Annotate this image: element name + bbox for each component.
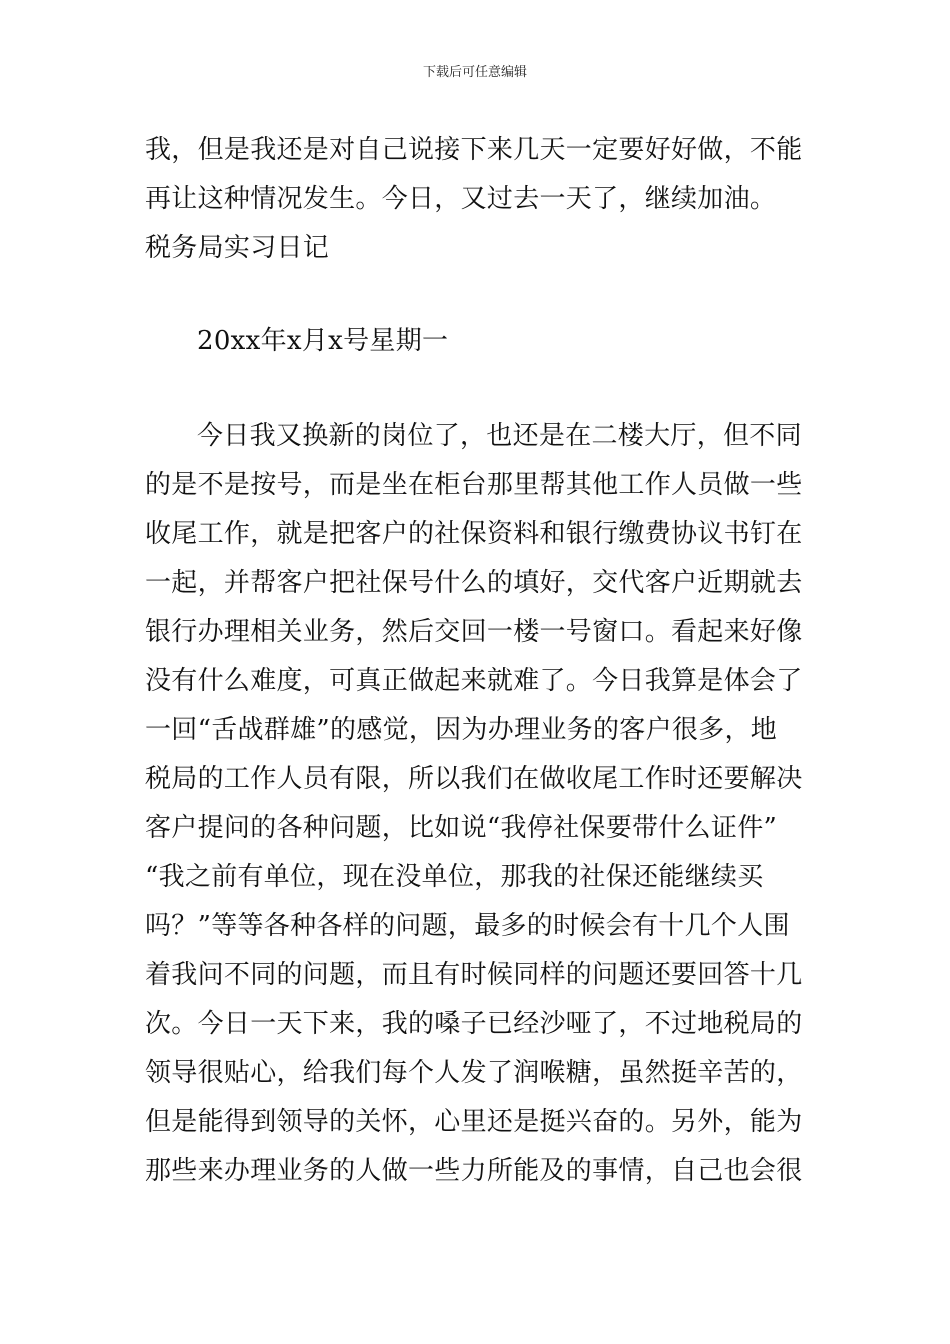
paragraph-line: “我之前有单位，现在没单位，那我的社保还能继续买 [145, 862, 764, 892]
continuation-line: 再让这种情况发生。今日，又过去一天了，继续加油。 [145, 184, 777, 214]
paragraph-line: 的是不是按号，而是坐在柜台那里帮其他工作人员做一些 [145, 470, 803, 500]
spacer [145, 366, 815, 412]
paragraph-line: 吗？”等等各种各样的问题，最多的时候会有十几个人围 [145, 911, 790, 941]
paragraph-line: 一起，并帮客户把社保号什么的填好，交代客户近期就去 [145, 568, 803, 598]
paragraph-line: 今日我又换新的岗位了，也还是在二楼大厅，但不同 [197, 421, 802, 451]
paragraph-line: 但是能得到领导的关怀，心里还是挺兴奋的。另外，能为 [145, 1107, 803, 1137]
paragraph-line: 税局的工作人员有限，所以我们在做收尾工作时还要解决 [145, 764, 803, 794]
document-body [145, 126, 815, 1196]
paragraph-line: 那些来办理业务的人做一些力所能及的事情，自己也会很 [145, 1156, 803, 1186]
paragraph-line: 客户提问的各种问题，比如说“我停社保要带什么证件” [145, 813, 778, 843]
paragraph-line: 领导很贴心，给我们每个人发了润喉糖，虽然挺辛苦的， [145, 1058, 803, 1088]
section-title: 税务局实习日记 [145, 233, 330, 263]
paragraph-line: 银行办理相关业务，然后交回一楼一号窗口。看起来好像 [145, 617, 803, 647]
continuation-line: 我，但是我还是对自己说接下来几天一定要好好做，不能 [145, 135, 803, 165]
paragraph-line: 没有什么难度，可真正做起来就难了。今日我算是体会了 [145, 666, 803, 696]
page-header-note: 下载后可任意编辑 [422, 65, 527, 80]
paragraph-line: 着我问不同的问题，而且有时候同样的问题还要回答十几 [145, 960, 803, 990]
date-line: 20xx年x月x号星期一 [197, 326, 449, 356]
paragraph-line: 收尾工作，就是把客户的社保资料和银行缴费协议书钉在 [145, 519, 803, 549]
paragraph-line: 一回“舌战群雄”的感觉，因为办理业务的客户很多，地 [145, 715, 778, 745]
spacer [145, 273, 815, 317]
paragraph-line: 次。今日一天下来，我的嗓子已经沙哑了，不过地税局的 [145, 1009, 803, 1039]
